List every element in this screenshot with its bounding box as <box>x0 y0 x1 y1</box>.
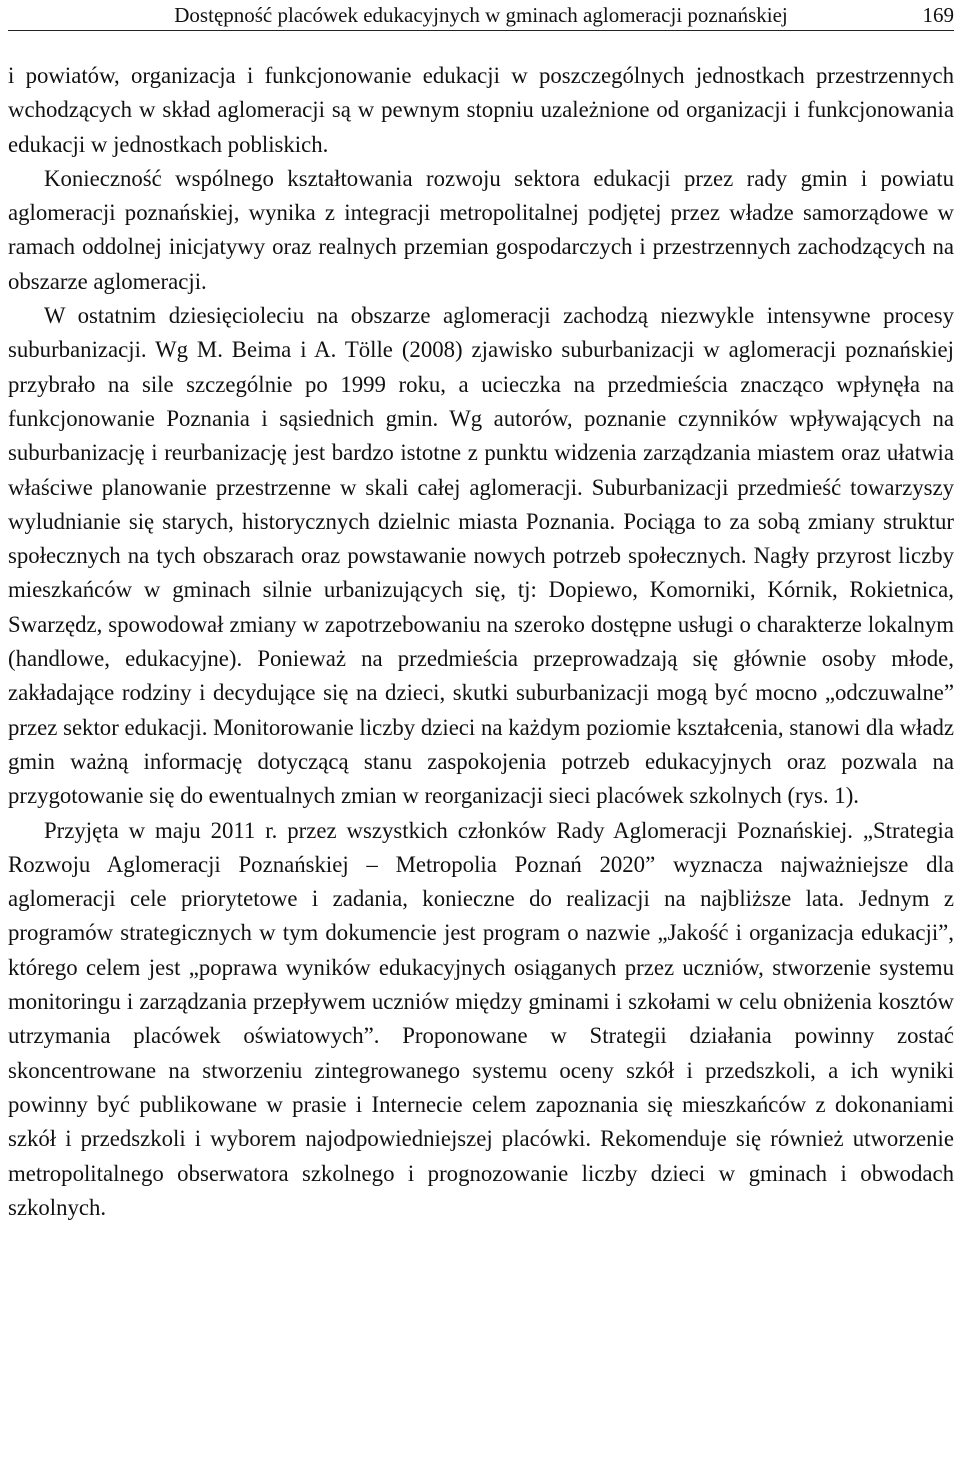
page-number: 169 <box>922 3 954 27</box>
paragraph: Konieczność wspólnego kształtowania rozwoju sektora edukacji przez rady gmin i powiatu aglomeracji poznańskiej, wynika z integracji metropolitalnej podjętej przez władze samorządowe w ramach oddolnej inicjatywy oraz realnych przemian gospodarczych i przestrzennych zachodzących na obszarze aglomeracji. <box>8 165 954 294</box>
paragraph: W ostatnim dziesięcioleciu na obszarze aglomeracji zachodzą niezwykle intensywne procesy suburbanizacji. Wg M. Beima i A. Tölle (2008) zjawisko suburbanizacji w aglomeracji poznańskiej przybrało na sile szczególnie po 1999 roku, a ucieczka na przedmieścia znacząco wpłynęła na funkcjonowanie Poznania i sąsiednich gmin. Wg autorów, poznanie czynników wpływających na suburbanizację i reurbanizację jest bardzo istotne z punktu widzenia zarządzania miastem oraz ułatwia właściwe planowanie przestrzenne w skali całej aglomeracji. Suburbanizacji przedmieść towarzyszy wyludnianie się starych, historycznych dzielnic miasta Poznania. Pociąga to za sobą zmiany struktur społecznych na tych obszarach oraz powstawanie nowych potrzeb społecznych. Nagły przyrost liczby mieszkańców w gminach silnie urbanizujących się, tj: Dopiewo, Komorniki, Kórnik, Rokietnica, Swarzędz, spowodował zmiany w zapotrzebowaniu na szeroko dostępne usługi o charakterze lokalnym (handlowe, edukacyjne). Ponieważ na przedmieścia przeprowadzają się głównie osoby młode, zakładające rodziny i decydujące się na dzieci, skutki suburbanizacji mogą być mocno „odczuwalne” przez sektor edukacji. Monitorowanie liczby dzieci na każdym poziomie kształcenia, stanowi dla władz gmin ważną informację dotyczącą stanu zaspokojenia potrzeb edukacyjnych oraz pozwala na przygotowanie się do ewentualnych zmian w reorganizacji sieci placówek szkolnych (rys. 1). <box>8 303 954 809</box>
document-page <box>8 0 954 1225</box>
running-header <box>8 0 954 31</box>
body-text <box>8 59 954 1225</box>
paragraph: Przyjęta w maju 2011 r. przez wszystkich członków Rady Aglomeracji Poznańskiej. „Strategia Rozwoju Aglomeracji Poznańskiej – Metropolia Poznań 2020” wyznacza najważniejsze dla aglomeracji cele priorytetowe i zadania, konieczne do realizacji na najbliższe lata. Jednym z programów strategicznych w tym dokumencie jest program o nazwie „Jakość i organizacja edukacji”, którego celem jest „poprawa wyników edukacyjnych osiąganych przez uczniów, stworzenie systemu monitoringu i zarządzania przepływem uczniów między gminami i szkołami w celu obniżenia kosztów utrzymania placówek oświatowych”. Proponowane w Strategii działania powinny zostać skoncentrowane na stworzeniu zintegrowanego systemu oceny szkół i przedszkoli, a ich wyniki powinny być publikowane w prasie i Internecie celem zapoznania się mieszkańców z dokonaniami szkół i przedszkoli i wyborem najodpowiedniejszej placówki. Rekomenduje się również utworzenie metropolitalnego obserwatora szkolnego i prognozowanie liczby dzieci w gminach i obwodach szkolnych. <box>8 817 954 1220</box>
paragraph-continuation: i powiatów, organizacja i funkcjonowanie edukacji w poszczególnych jednostkach przestrzennych wchodzących w skład aglomeracji są w pewnym stopniu uzależnione od organizacji i funkcjonowania edukacji w jednostkach pobliskich. <box>8 63 954 157</box>
running-title: Dostępność placówek edukacyjnych w gminach aglomeracji poznańskiej <box>174 3 788 27</box>
